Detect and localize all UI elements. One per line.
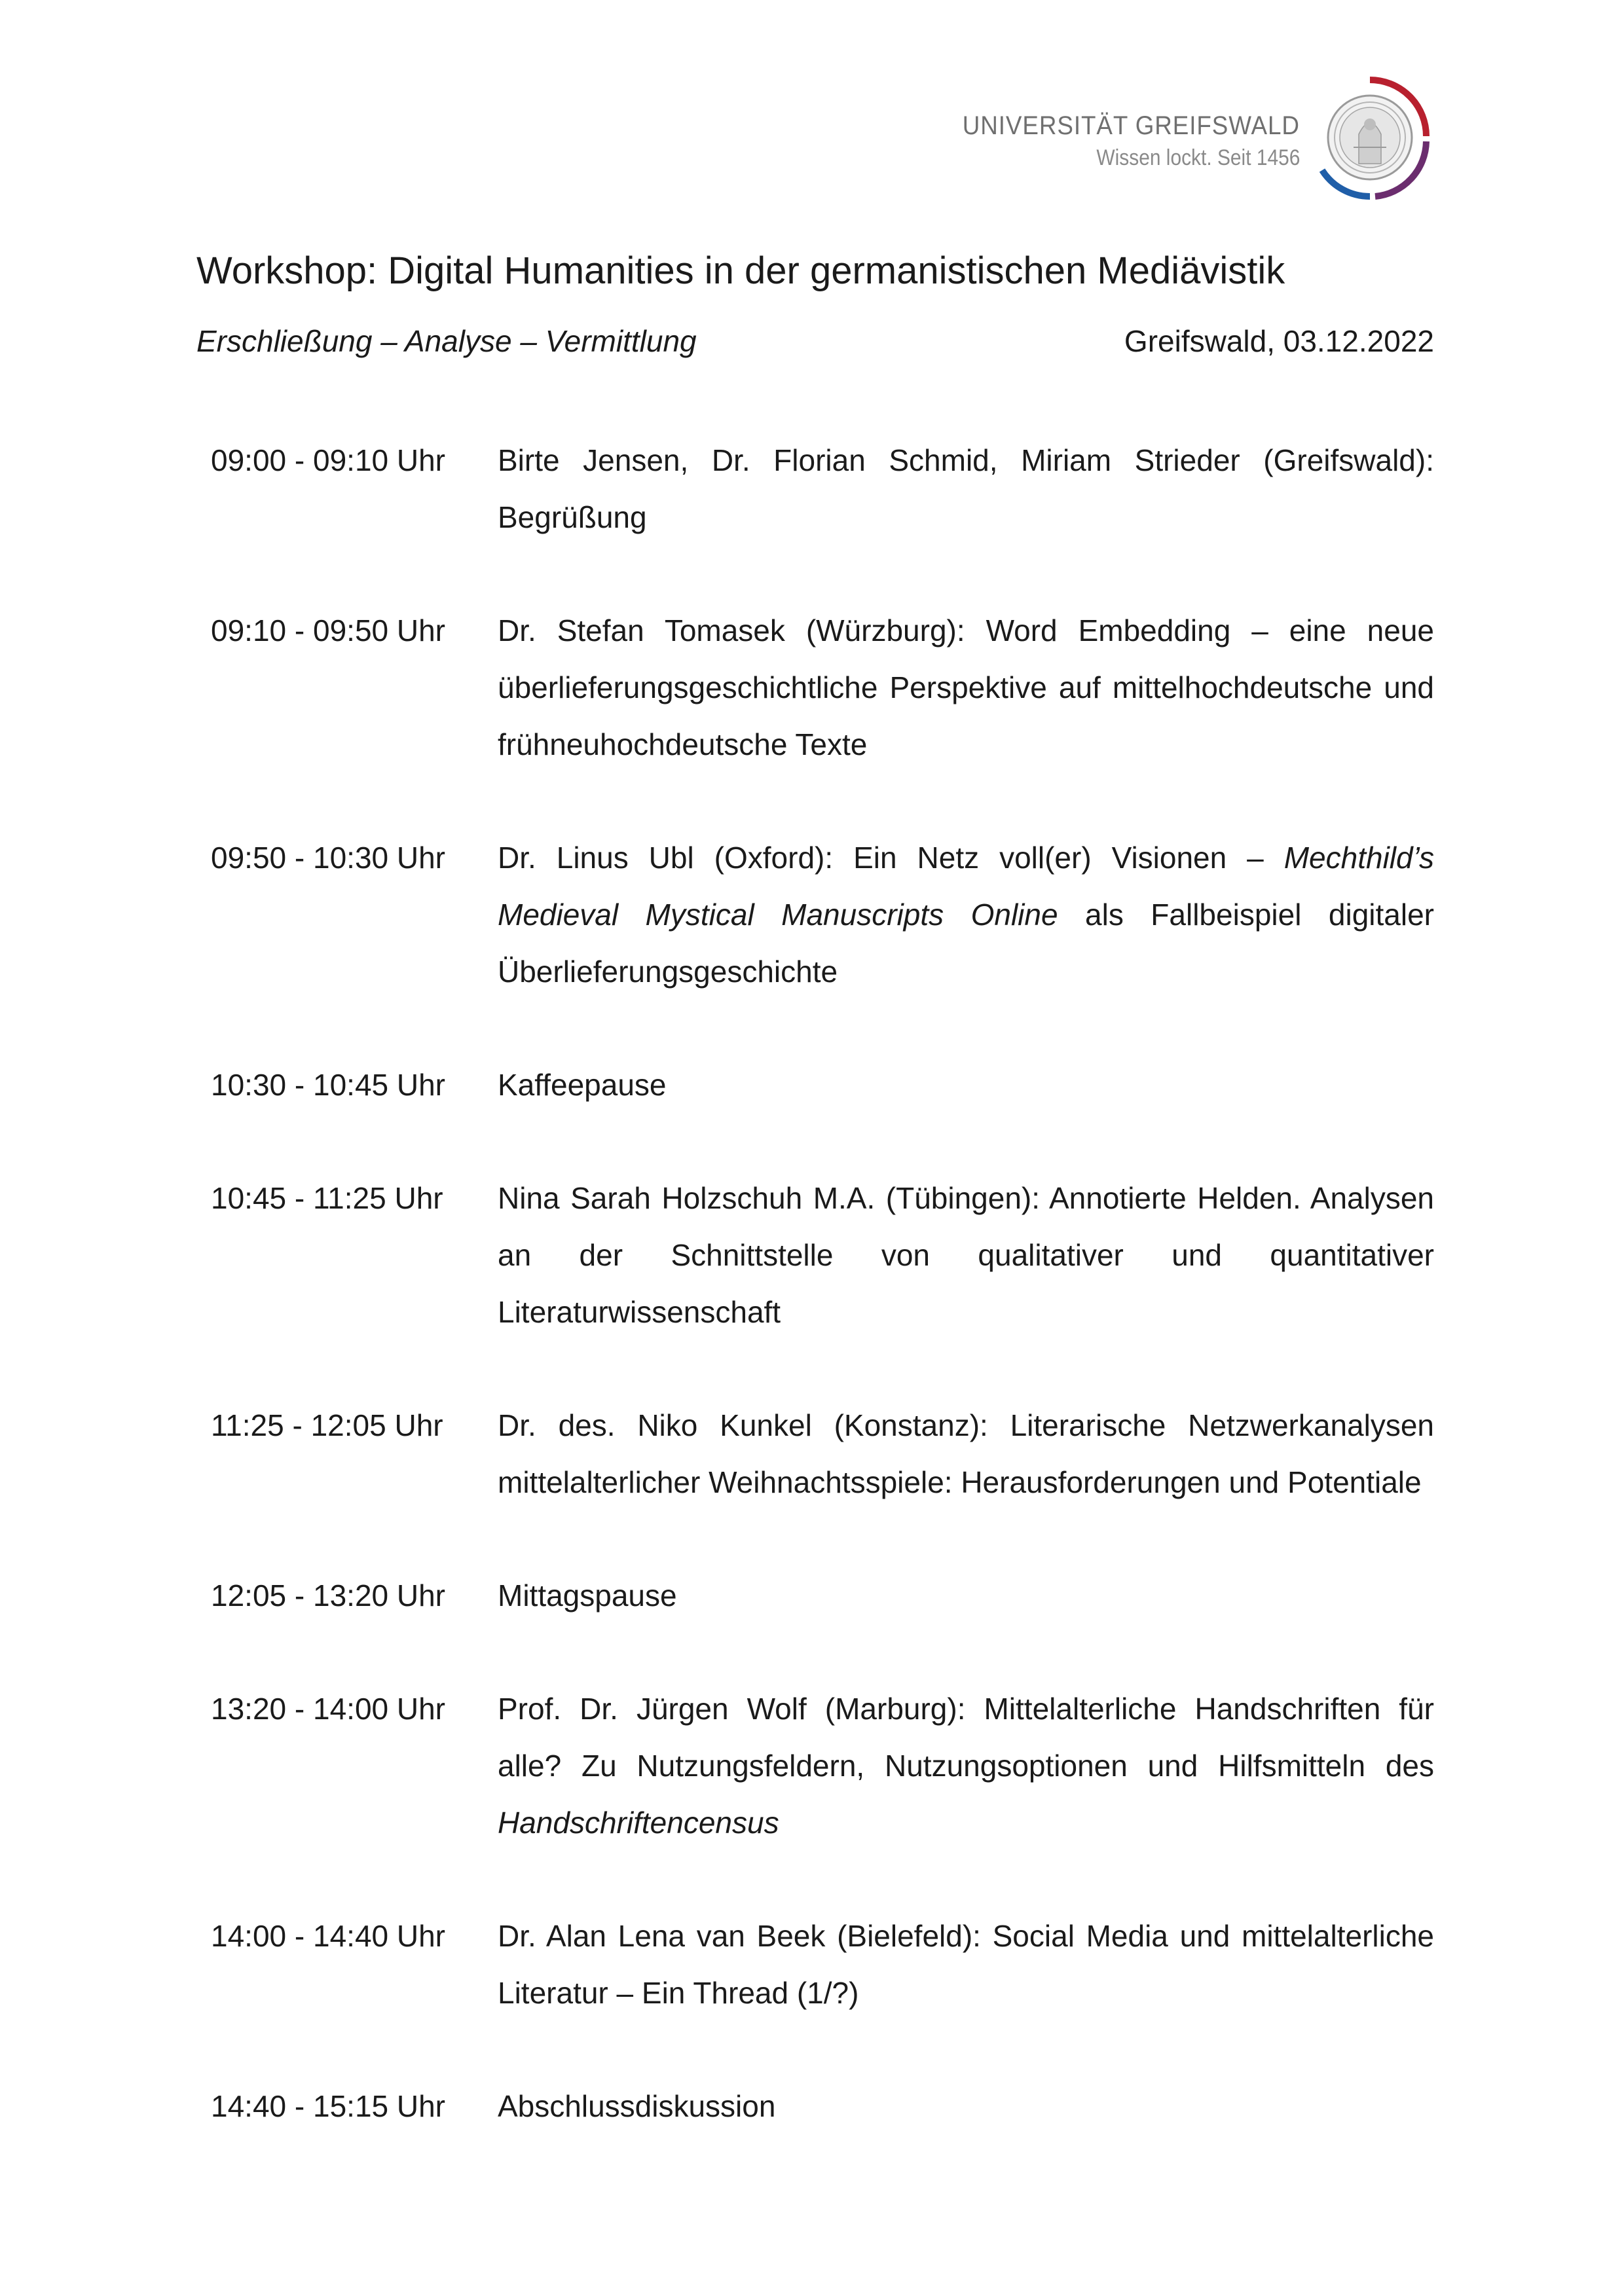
description-text: Dr. Stefan Tomasek (Würzburg): Word Embedding – eine neue überlieferungsgeschichtliche Perspektive auf mittelhochdeutsche und frühneuhochdeutsche Texte (498, 613, 1434, 761)
entry-time: 13:20 - 14:00 Uhr (211, 1692, 446, 1726)
program-entry (196, 1397, 1434, 1511)
entry-description (498, 1397, 1434, 1511)
university-seal-icon (1306, 72, 1434, 206)
entry-time: 09:00 - 09:10 Uhr (211, 443, 446, 477)
program-list (196, 432, 1434, 2191)
subtitle: Erschließung – Analyse – Vermittlung (196, 324, 697, 358)
program-entry (196, 432, 1434, 546)
entry-time: 09:10 - 09:50 Uhr (211, 613, 446, 647)
program-entry (196, 1681, 1434, 1851)
entry-time: 11:25 - 12:05 Uhr (211, 1408, 443, 1442)
description-text: Mittagspause (498, 1578, 677, 1613)
entry-description (498, 1681, 1434, 1851)
description-text: Nina Sarah Holzschuh M.A. (Tübingen): Annotierte Helden. Analysen an der Schnittstelle von qualitativer und quantitativer Literaturwissenschaft (498, 1181, 1434, 1329)
italic-title: Mechthild’s Medieval Mystical Manuscripts Online (498, 841, 1434, 932)
entry-description (498, 1567, 1434, 1624)
entry-time: 10:30 - 10:45 Uhr (211, 1068, 446, 1102)
entry-description (498, 829, 1434, 1000)
university-header (845, 72, 1434, 210)
description-text: Birte Jensen, Dr. Florian Schmid, Miriam Strieder (Greifswald): Begrüßung (498, 443, 1434, 534)
description-text: Dr. Alan Lena van Beek (Bielefeld): Social Media und mittelalterliche Literatur – Ein Thread (1/?) (498, 1919, 1434, 2010)
program-entry (196, 1908, 1434, 2022)
entry-description (498, 1057, 1434, 1114)
italic-title: Handschriftencensus (498, 1806, 779, 1840)
program-entry (196, 602, 1434, 773)
program-entry (196, 2078, 1434, 2135)
description-text: als Fallbeispiel digitaler Überlieferungsgeschichte (498, 898, 1434, 989)
program-entry (196, 1567, 1434, 1624)
description-text: Dr. des. Niko Kunkel (Konstanz): Literarische Netzwerkanalysen mittelalterlicher Weihnachtsspiele: Herausforderungen und Potentiale (498, 1408, 1434, 1499)
entry-time: 14:00 - 14:40 Uhr (211, 1919, 446, 1953)
program-entry (196, 1170, 1434, 1341)
program-entry (196, 1057, 1434, 1114)
entry-description (498, 1170, 1434, 1341)
entry-description (498, 602, 1434, 773)
entry-time: 12:05 - 13:20 Uhr (211, 1578, 446, 1613)
description-text: Abschlussdiskussion (498, 2089, 776, 2123)
program-entry (196, 829, 1434, 1000)
entry-description (498, 2078, 1434, 2135)
page-title: Workshop: Digital Humanities in der germanistischen Mediävistik (196, 249, 1285, 292)
entry-time: 09:50 - 10:30 Uhr (211, 841, 446, 875)
university-motto: Wissen lockt. Seit 1456 (1096, 145, 1300, 170)
entry-time: 10:45 - 11:25 Uhr (211, 1181, 443, 1215)
description-text: Prof. Dr. Jürgen Wolf (Marburg): Mittelalterliche Handschriften für alle? Zu Nutzungsfeldern, Nutzungsoptionen und Hilfsmitteln des (498, 1692, 1434, 1783)
entry-description (498, 432, 1434, 546)
description-text: Dr. Linus Ubl (Oxford): Ein Netz voll(er) Visionen – (498, 841, 1284, 875)
description-text: Kaffeepause (498, 1068, 667, 1102)
university-name: UNIVERSITÄT GREIFSWALD (962, 111, 1300, 140)
entry-time: 14:40 - 15:15 Uhr (211, 2089, 446, 2123)
entry-description (498, 1908, 1434, 2022)
place-date: Greifswald, 03.12.2022 (1124, 324, 1434, 358)
